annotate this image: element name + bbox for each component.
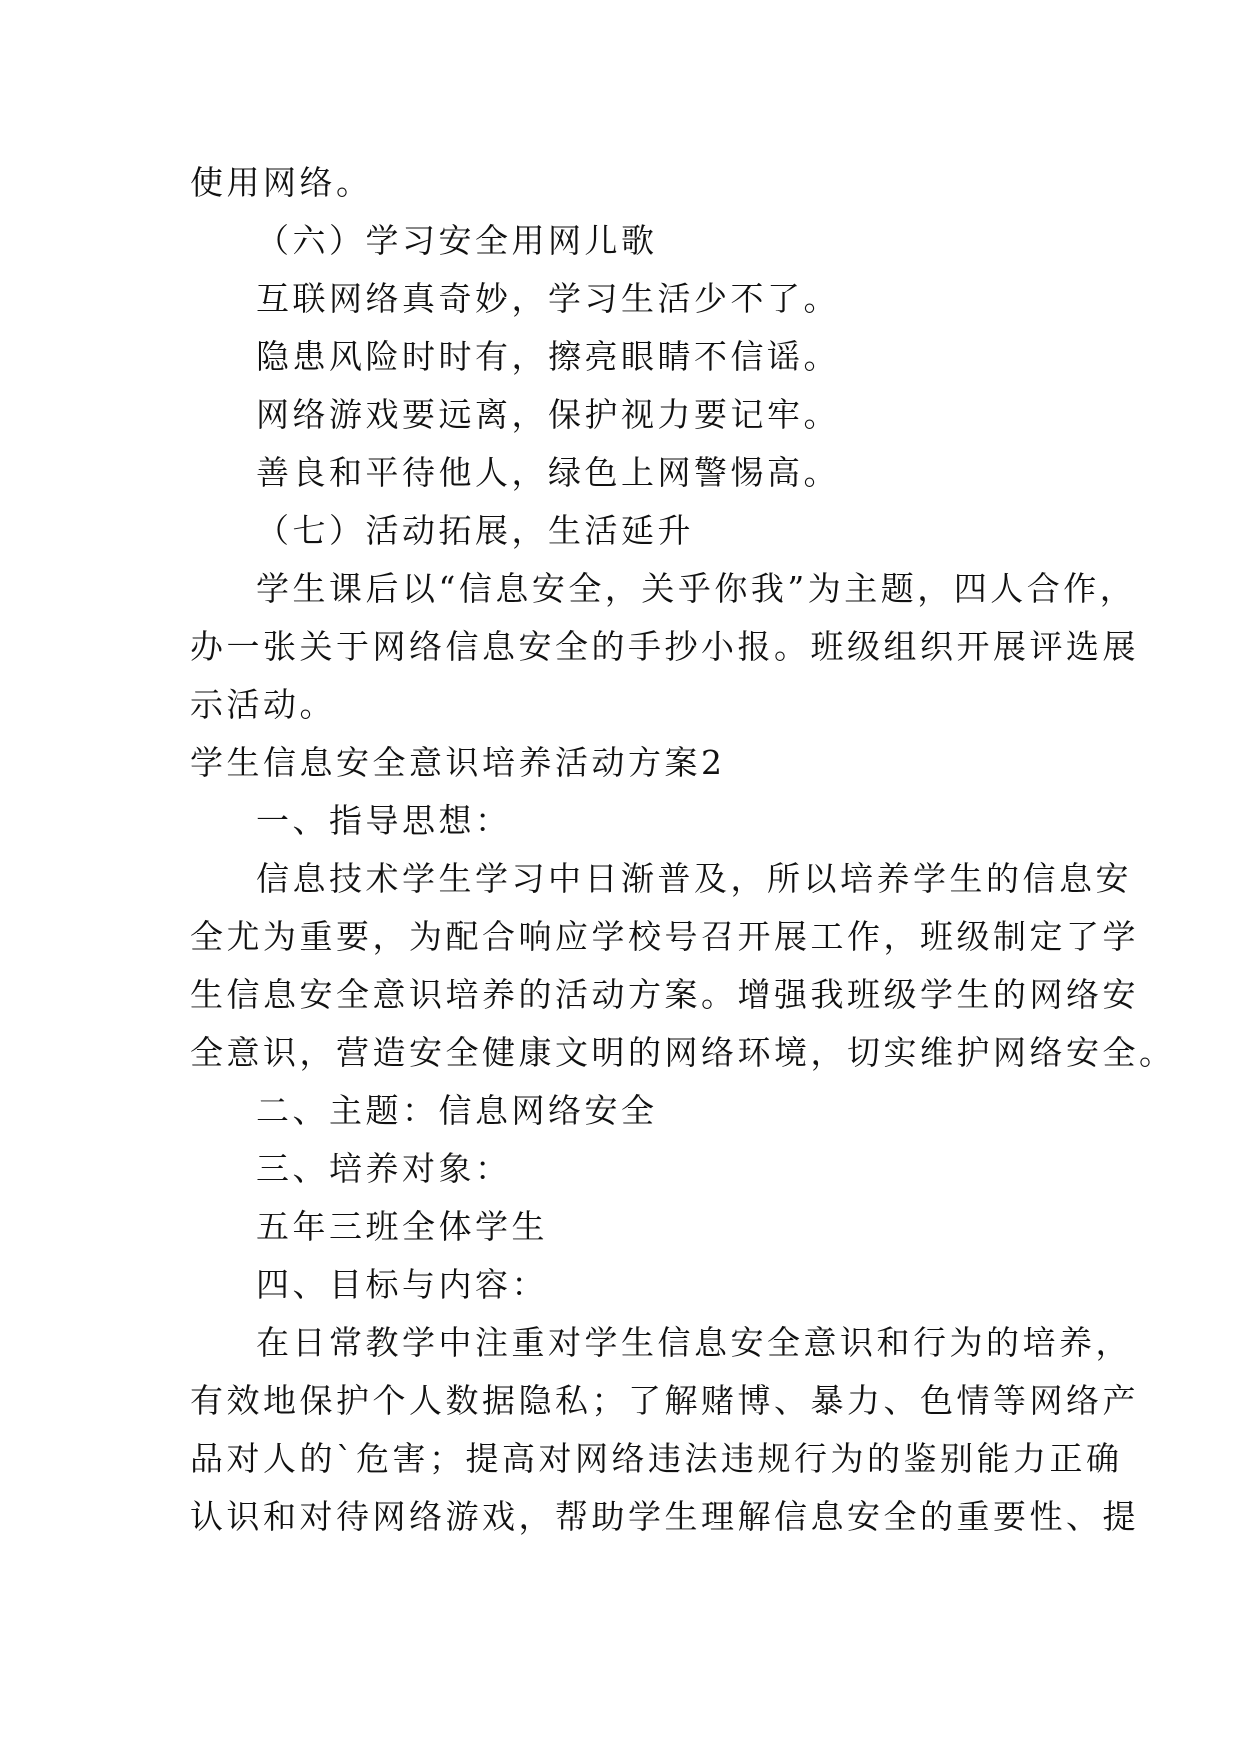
paragraph-line: 在日常教学中注重对学生信息安全意识和行为的培养， xyxy=(256,1323,1132,1362)
poem-line: 网络游戏要远离，保护视力要记牢。 xyxy=(256,395,840,434)
paragraph-line: 认识和对待网络游戏，帮助学生理解信息安全的重要性、提 xyxy=(190,1497,1139,1536)
paragraph-line: 学生课后以“信息安全，关乎你我”为主题，四人合作， xyxy=(256,569,1137,608)
paragraph-line: 使用网络。 xyxy=(190,163,373,202)
section-heading: 一、指导思想： xyxy=(256,801,512,840)
paragraph-line: 全意识，营造安全健康文明的网络环境，切实维护网络安全。 xyxy=(190,1033,1176,1072)
paragraph-line: 品对人的`危害；提高对网络违法违规行为的鉴别能力正确 xyxy=(190,1439,1123,1478)
section-heading: （六）学习安全用网儿歌 xyxy=(256,221,658,260)
section-heading: 二、主题：信息网络安全 xyxy=(256,1091,658,1130)
section-heading: 四、目标与内容： xyxy=(256,1265,548,1304)
section-heading: （七）活动拓展，生活延升 xyxy=(256,511,694,550)
paragraph-line: 五年三班全体学生 xyxy=(256,1207,548,1246)
paragraph-line: 有效地保护个人数据隐私；了解赌博、暴力、色情等网络产 xyxy=(190,1381,1139,1420)
poem-line: 隐患风险时时有，擦亮眼睛不信谣。 xyxy=(256,337,840,376)
section-heading: 三、培养对象： xyxy=(256,1149,512,1188)
paragraph-line: 办一张关于网络信息安全的手抄小报。班级组织开展评选展 xyxy=(190,627,1139,666)
document-title: 学生信息安全意识培养活动方案2 xyxy=(190,743,726,782)
paragraph-line: 生信息安全意识培养的活动方案。增强我班级学生的网络安 xyxy=(190,975,1139,1014)
paragraph-line: 信息技术学生学习中日渐普及，所以培养学生的信息安 xyxy=(256,859,1132,898)
poem-line: 善良和平待他人，绿色上网警惕高。 xyxy=(256,453,840,492)
poem-line: 互联网络真奇妙，学习生活少不了。 xyxy=(256,279,840,318)
paragraph-line: 示活动。 xyxy=(190,685,336,724)
paragraph-line: 全尤为重要，为配合响应学校号召开展工作，班级制定了学 xyxy=(190,917,1139,956)
